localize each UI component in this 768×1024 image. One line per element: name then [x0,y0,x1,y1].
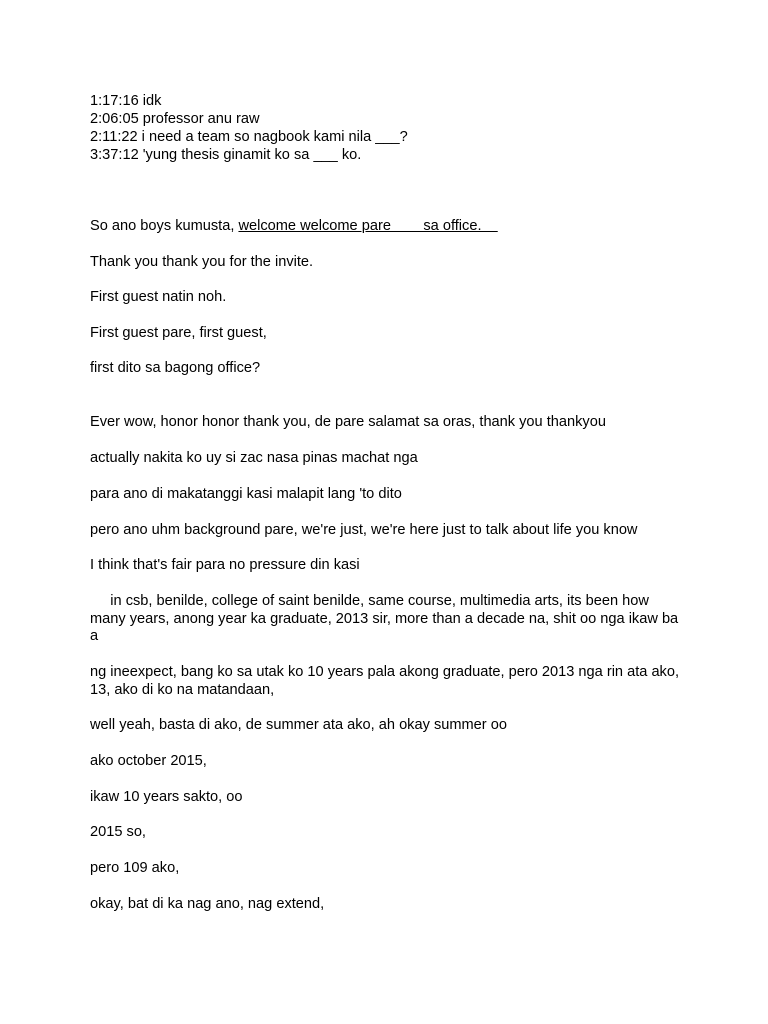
transcript-line: First guest natin noh. [90,289,227,305]
transcript-line: pero ano uhm background pare, we're just, we're here just to talk about life you know [90,522,638,538]
transcript-line: Thank you thank you for the invite. [90,254,314,270]
transcript-paragraph: in csb, benilde, college of saint benilde, same course, multimedia arts, its been how many years, anong year ka graduate, 2013 sir, more than a decade na, shit oo nga ikaw ba a [90,593,683,644]
intro-underlined: welcome welcome pare sa office. [238,218,498,234]
transcript-line: 2015 so, [90,824,146,840]
intro-line [90,218,498,235]
transcript-line: para ano di makatanggi kasi malapit lang 'to dito [90,486,402,502]
timestamp-line: 3:37:12 'yung thesis ginamit ko sa ___ ko. [90,147,362,163]
transcript-paragraph: ng ineexpect, bang ko sa utak ko 10 years pala akong graduate, pero 2013 nga rin ata ako, 13, ako di ko na matandaan, [90,664,680,698]
transcript-line: actually nakita ko uy si zac nasa pinas machat nga [90,450,418,466]
document-page [90,0,690,1024]
timestamp-line: 2:06:05 professor anu raw [90,111,260,127]
transcript-line: well yeah, basta di ako, de summer ata ako, ah okay summer oo [90,717,507,733]
transcript-line: ikaw 10 years sakto, oo [90,789,243,805]
transcript-line: First guest pare, first guest, [90,325,267,341]
transcript-line: okay, bat di ka nag ano, nag extend, [90,896,325,912]
transcript-line: pero 109 ako, [90,860,180,876]
transcript-line: I think that's fair para no pressure din kasi [90,557,360,573]
timestamp-line: 2:11:22 i need a team so nagbook kami nila ___? [90,129,408,145]
timestamp-line: 1:17:16 idk [90,93,162,109]
intro-prefix: So ano boys kumusta, [90,218,239,234]
transcript-line: first dito sa bagong office? [90,360,261,376]
transcript-line: ako october 2015, [90,753,207,769]
transcript-line: Ever wow, honor honor thank you, de pare salamat sa oras, thank you thankyou [90,414,606,430]
